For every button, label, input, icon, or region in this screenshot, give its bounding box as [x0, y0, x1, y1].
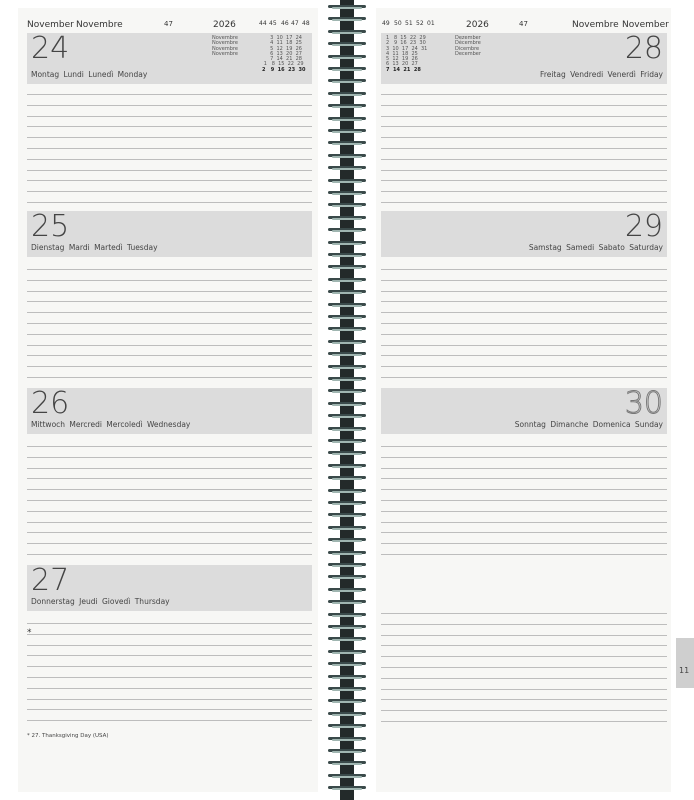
writing-lines: [381, 446, 667, 565]
spiral-ring: [328, 525, 366, 532]
day-name: Dienstag Mardi Martedì Tuesday: [31, 243, 158, 252]
header-week-number: 47: [291, 20, 299, 27]
spiral-ring: [328, 376, 366, 383]
spiral-ring: [328, 686, 366, 693]
writing-lines: [27, 446, 312, 565]
day-name: Freitag Vendredi Venerdì Friday: [540, 70, 663, 79]
spiral-ring: [328, 401, 366, 408]
spiral-ring: [328, 748, 366, 755]
writing-lines: [381, 269, 667, 388]
mini-calendar-dates: 3 10 17 24 4 11 18 25 5 12 19 26 6 13 20 27 7 14 21 28 1 8 15 22 29: [263, 35, 304, 68]
spiral-ring: [328, 116, 366, 123]
spiral-ring: [328, 66, 366, 73]
spiral-ring: [328, 41, 366, 48]
spiral-ring: [328, 649, 366, 656]
day-name: Montag Lundi Lunedì Monday: [31, 70, 148, 79]
spiral-ring: [328, 54, 366, 61]
spiral-ring: [328, 537, 366, 544]
footnote: * 27. Thanksgiving Day (USA): [27, 733, 109, 739]
spiral-ring: [328, 674, 366, 681]
day-name: Mittwoch Mercredi Mercoledì Wednesday: [31, 420, 191, 429]
spiral-ring: [328, 500, 366, 507]
header-week-number: 48: [302, 20, 310, 27]
day-header-30: [381, 388, 667, 434]
spiral-ring: [328, 103, 366, 110]
holiday-marker: *: [27, 628, 32, 638]
day-number: 25: [31, 209, 70, 244]
spiral-ring: [328, 388, 366, 395]
header-week-number: 51: [405, 20, 413, 27]
day-header-27: [27, 565, 312, 611]
day-header-25: [27, 211, 312, 257]
day-name: Sonntag Dimanche Domenica Sunday: [514, 420, 663, 429]
spiral-ring: [328, 326, 366, 333]
spiral-ring: [328, 711, 366, 718]
day-header-28: [381, 33, 667, 84]
spiral-ring: [328, 264, 366, 271]
spiral-ring: [328, 165, 366, 172]
spiral-ring: [328, 289, 366, 296]
spiral-ring: [328, 562, 366, 569]
header-week-number: 52: [416, 20, 424, 27]
spiral-ring: [328, 698, 366, 705]
day-name: Samstag Samedi Sabato Saturday: [528, 243, 663, 252]
spiral-ring: [328, 773, 366, 780]
spiral-ring: [328, 78, 366, 85]
spiral-ring: [328, 240, 366, 247]
month-tab-label: 11: [679, 666, 690, 675]
spiral-ring: [328, 512, 366, 519]
spiral-ring: [328, 4, 366, 11]
spiral-ring: [328, 202, 366, 209]
header-month-fr: Novembre: [76, 20, 123, 30]
spiral-ring: [328, 91, 366, 98]
spiral-ring: [328, 153, 366, 160]
spiral-ring: [328, 413, 366, 420]
spiral-ring: [328, 574, 366, 581]
day-number: 28: [624, 31, 663, 66]
header-year: 2026: [466, 20, 489, 30]
spiral-ring: [328, 351, 366, 358]
spiral-ring: [328, 302, 366, 309]
spiral-ring: [328, 760, 366, 767]
mini-calendar-dates: 1 8 15 22 29 2 9 16 23 30 3 10 17 24 31 4 11 18 25 5 12 19 26 6 13 20 27: [386, 35, 428, 68]
mini-calendar-sundays: 2 9 16 23 30: [262, 67, 306, 73]
header-month-de: November: [27, 20, 74, 30]
spiral-ring: [328, 426, 366, 433]
spiral-ring: [328, 29, 366, 36]
day-header-26: [27, 388, 312, 434]
spiral-ring: [328, 178, 366, 185]
mini-calendar-sundays: 7 14 21 28: [386, 67, 421, 73]
spiral-ring: [328, 314, 366, 321]
mini-calendar-months: Novembre Novembre Novembre Novembre: [212, 35, 238, 57]
header-week: 47: [519, 20, 528, 28]
spiral-ring: [328, 785, 366, 792]
day-number: 29: [624, 209, 663, 244]
spiral-ring: [328, 438, 366, 445]
header-week-number: 50: [394, 20, 402, 27]
header-week-number: 45: [269, 20, 277, 27]
header-week: 47: [164, 20, 173, 28]
writing-lines: [27, 623, 312, 731]
day-header-24: [27, 33, 312, 84]
spiral-ring: [328, 339, 366, 346]
spiral-ring: [328, 475, 366, 482]
spiral-ring: [328, 364, 366, 371]
spiral-ring: [328, 450, 366, 457]
spiral-ring: [328, 463, 366, 470]
spiral-ring: [328, 550, 366, 557]
spiral-ring: [328, 140, 366, 147]
spiral-ring: [328, 723, 366, 730]
writing-lines: [381, 613, 667, 732]
spiral-ring: [328, 190, 366, 197]
day-number: 27: [31, 563, 70, 598]
spiral-ring: [328, 661, 366, 668]
header-month-en: November: [622, 20, 669, 30]
spiral-ring: [328, 624, 366, 631]
spiral-ring: [328, 227, 366, 234]
spiral-ring: [328, 215, 366, 222]
header-month-fr: Novembre: [572, 20, 619, 30]
day-number: 30: [624, 386, 663, 421]
writing-lines: [27, 269, 312, 388]
spiral-binding: [322, 0, 372, 800]
month-tab[interactable]: [676, 638, 694, 688]
writing-lines: [381, 94, 667, 213]
mini-calendar-months: Dezember Décembre Dicembre December: [455, 35, 481, 57]
spiral-ring: [328, 587, 366, 594]
header-week-number: 46: [281, 20, 289, 27]
day-name: Donnerstag Jeudi Giovedì Thursday: [31, 597, 170, 606]
spiral-ring: [328, 128, 366, 135]
day-number: 26: [31, 386, 70, 421]
spiral-ring: [328, 277, 366, 284]
header-week-number: 01: [427, 20, 435, 27]
header-week-number: 44: [259, 20, 267, 27]
header-year: 2026: [213, 20, 236, 30]
spiral-ring: [328, 636, 366, 643]
spiral-ring: [328, 488, 366, 495]
writing-lines: [27, 94, 312, 213]
spiral-ring: [328, 252, 366, 259]
day-header-29: [381, 211, 667, 257]
spiral-ring: [328, 612, 366, 619]
spiral-ring: [328, 599, 366, 606]
day-number: 24: [31, 31, 70, 66]
spiral-ring: [328, 736, 366, 743]
spiral-ring: [328, 16, 366, 23]
header-week-number: 49: [382, 20, 390, 27]
